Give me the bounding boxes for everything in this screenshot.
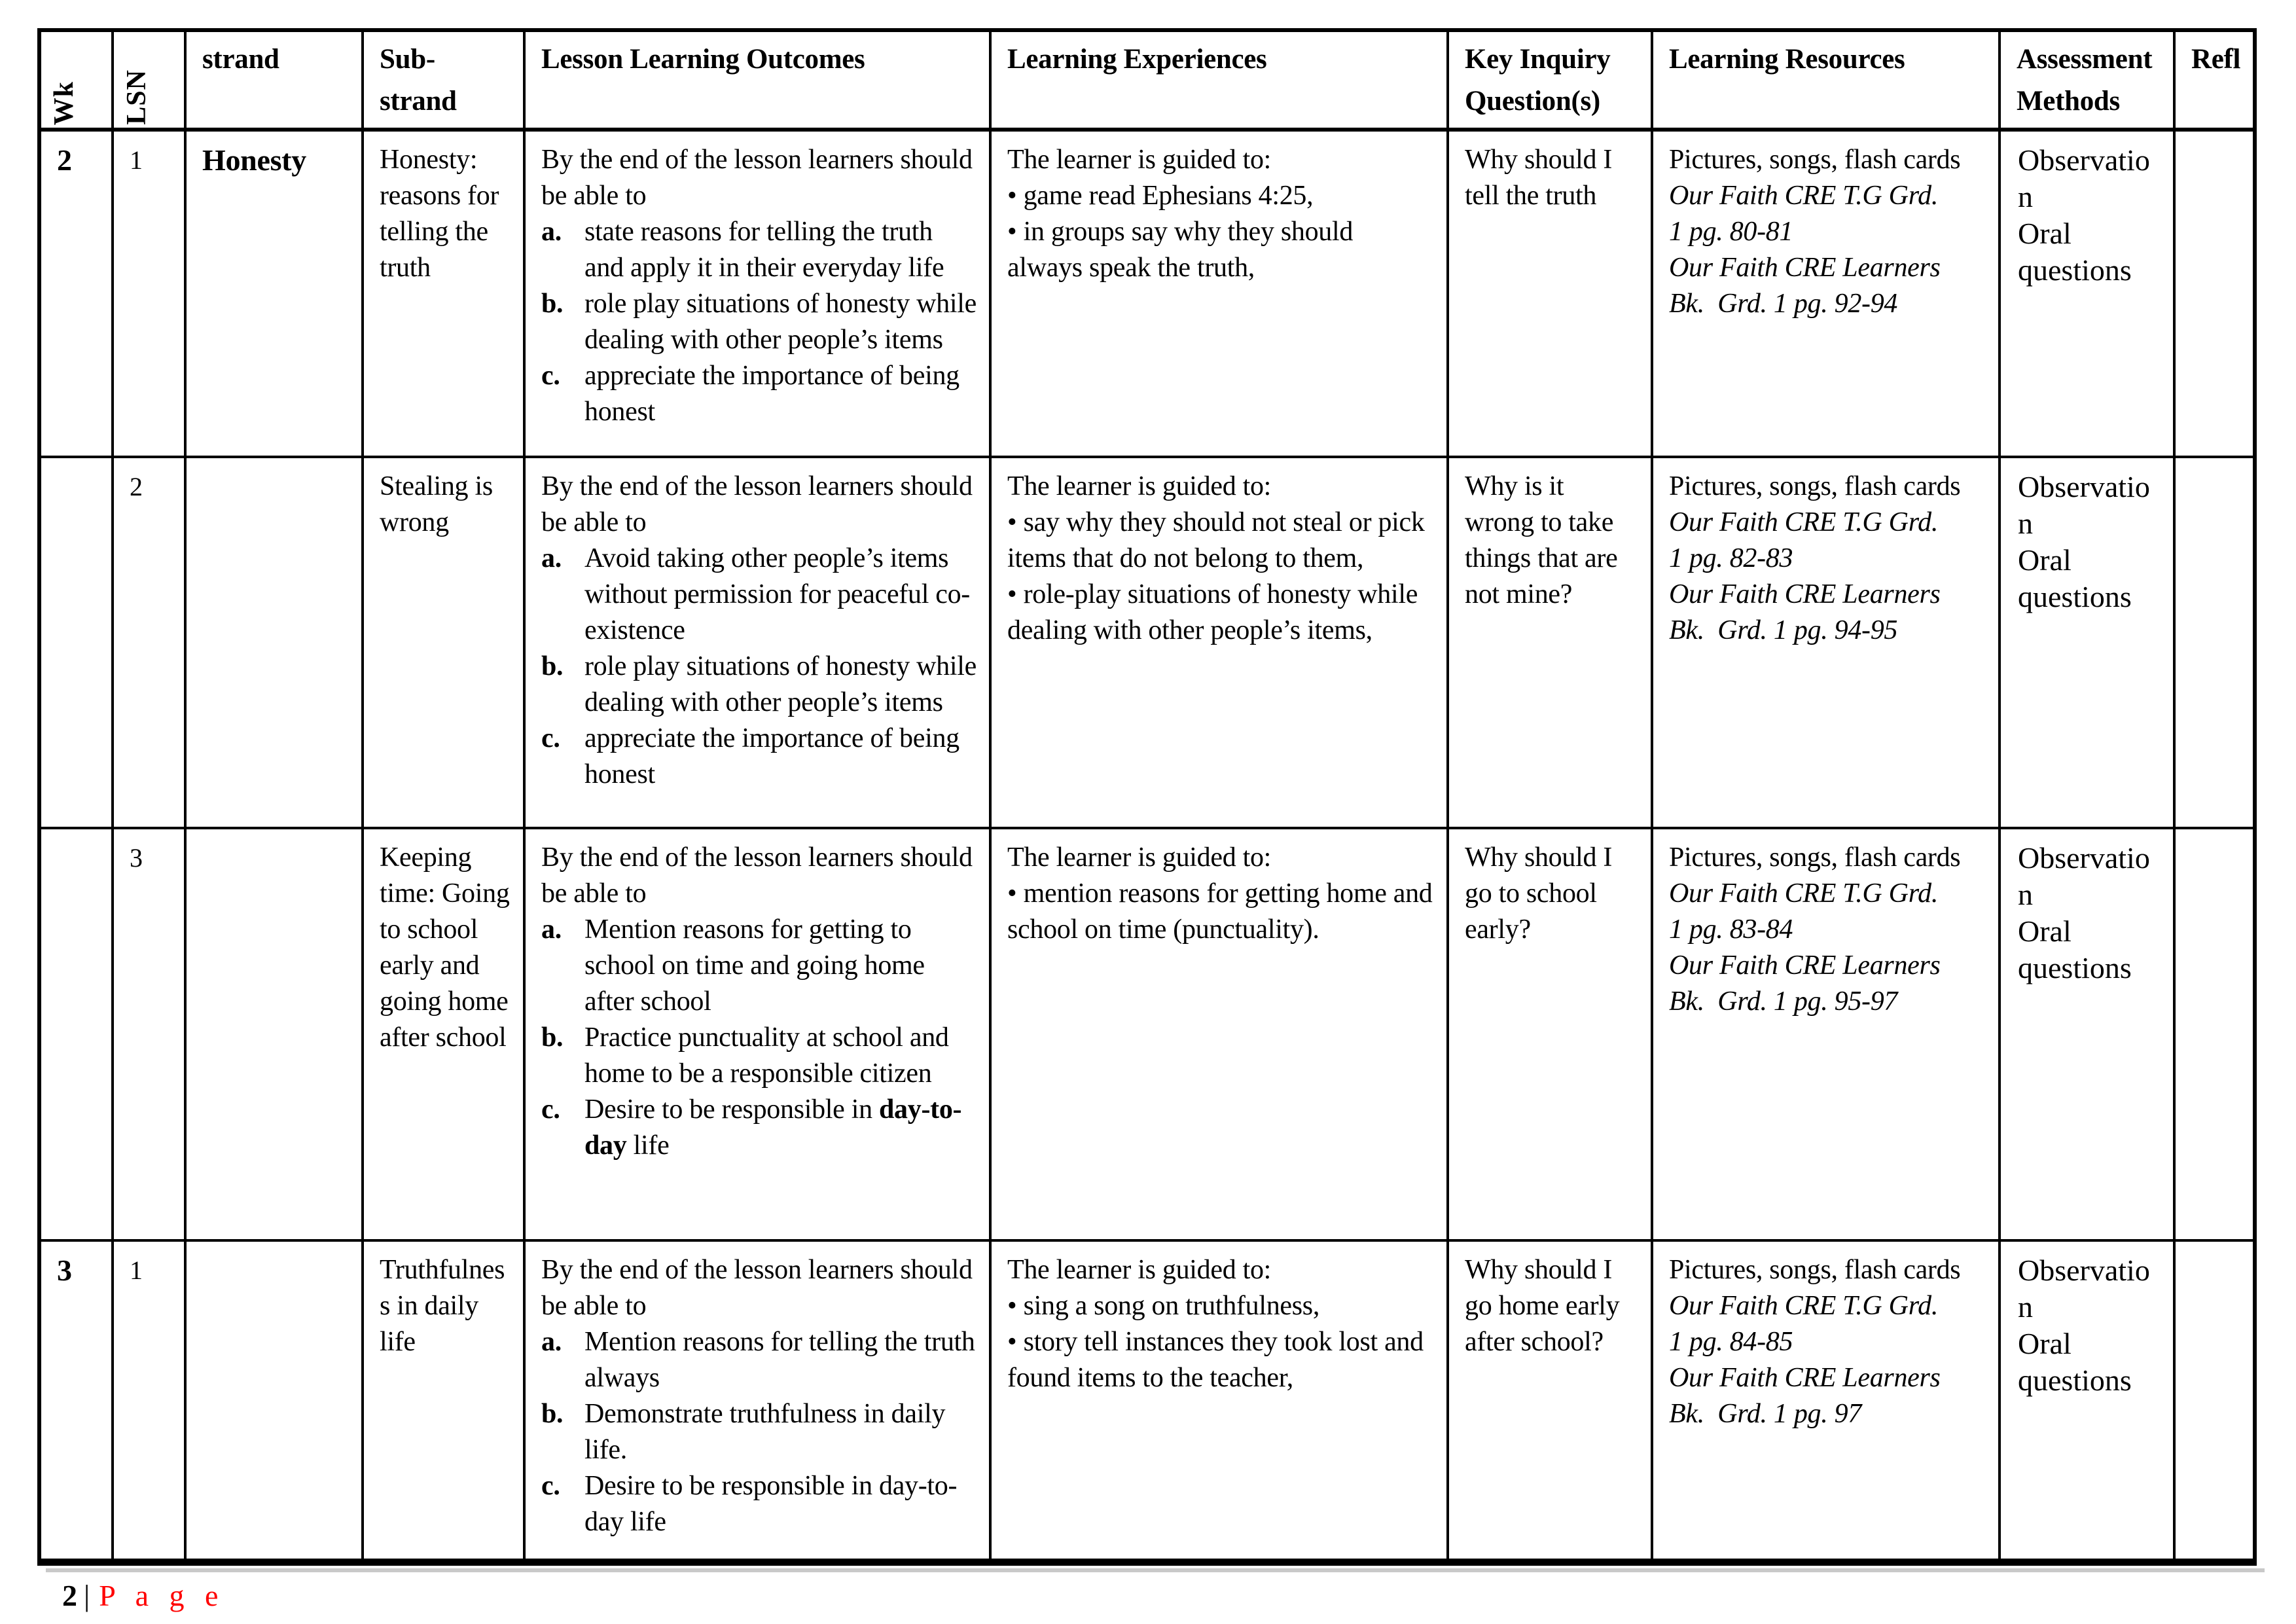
outcomes-intro: By the end of the lesson learners should be able to — [541, 842, 973, 909]
lsn-cell: 2 — [113, 457, 185, 828]
experience-item: • game read Ephesians 4:25, — [1007, 178, 1435, 214]
header-wk-label: Wk — [49, 81, 79, 125]
bold-text: day-to-day — [584, 1094, 962, 1161]
resource-line: Our Faith CRE Learners — [1669, 1363, 1941, 1393]
experiences-cell — [990, 130, 1448, 457]
table-row — [39, 130, 2255, 457]
resource-line: Bk. Grd. 1 pg. 97 — [1669, 1399, 1862, 1429]
header-sub-strand: Sub-strand — [363, 30, 524, 130]
table-row — [39, 1240, 2255, 1562]
resource-line: Our Faith CRE T.G Grd. — [1669, 878, 1939, 909]
header-wk — [39, 30, 113, 130]
resource-line: Our Faith CRE Learners — [1669, 950, 1941, 981]
refl-cell — [2174, 828, 2255, 1240]
assessment-line: Observation — [2018, 1254, 2150, 1324]
header-lsn-label: LSN — [122, 69, 152, 125]
outcomes-intro: By the end of the lesson learners should be able to — [541, 471, 973, 537]
assessment-line: Oral questions — [2018, 217, 2132, 287]
outcome-item: a. state reasons for telling the truth and apply it in their everyday life — [541, 217, 944, 283]
resources-cell — [1652, 457, 2000, 828]
assessment-line: Oral questions — [2018, 543, 2132, 613]
experiences-intro: The learner is guided to: — [1007, 1255, 1272, 1285]
resource-line: 1 pg. 84-85 — [1669, 1327, 1793, 1357]
assessment-cell — [2000, 457, 2174, 828]
resource-line: Pictures, songs, flash cards — [1669, 471, 1961, 501]
outcome-item: a. Mention reasons for telling the truth always — [541, 1327, 975, 1393]
resource-line: 1 pg. 82-83 — [1669, 543, 1793, 573]
sub-strand-cell: Keeping time: Going to school early and going home after school — [363, 828, 524, 1240]
assessment-cell — [2000, 130, 2174, 457]
inquiry-cell: Why is it wrong to take things that are not mine? — [1448, 457, 1652, 828]
resources-cell — [1652, 828, 2000, 1240]
page-footer — [62, 1578, 224, 1614]
wk-cell: 2 — [39, 130, 113, 457]
experiences-intro: The learner is guided to: — [1007, 842, 1272, 873]
inquiry-cell: Why should I go to school early? — [1448, 828, 1652, 1240]
sub-strand-cell: Stealing is wrong — [363, 457, 524, 828]
resource-line: Our Faith CRE T.G Grd. — [1669, 1291, 1939, 1321]
lsn-cell: 1 — [113, 130, 185, 457]
header-lsn — [113, 30, 185, 130]
resource-line: Bk. Grd. 1 pg. 94-95 — [1669, 615, 1898, 645]
footer-divider — [46, 1568, 2265, 1572]
outcome-item: b. Practice punctuality at school and home to be a responsible citizen — [541, 1022, 949, 1089]
strand-cell: Honesty — [185, 130, 363, 457]
resource-line: Pictures, songs, flash cards — [1669, 145, 1961, 175]
resource-line: Pictures, songs, flash cards — [1669, 842, 1961, 873]
assessment-line: Observation — [2018, 143, 2150, 213]
header-experiences: Learning Experiences — [990, 30, 1448, 130]
inquiry-cell: Why should I go home early after school? — [1448, 1240, 1652, 1562]
outcome-item: b. role play situations of honesty while dealing with other people’s items — [541, 289, 977, 355]
outcomes-intro: By the end of the lesson learners should be able to — [541, 1255, 973, 1321]
experience-item: • sing a song on truthfulness, — [1007, 1288, 1435, 1324]
sub-strand-cell: Honesty: reasons for telling the truth — [363, 130, 524, 457]
assessment-line: Observation — [2018, 841, 2150, 911]
resources-cell — [1652, 130, 2000, 457]
assessment-cell — [2000, 1240, 2174, 1562]
strand-cell — [185, 457, 363, 828]
assessment-cell — [2000, 828, 2174, 1240]
resource-line: Bk. Grd. 1 pg. 95-97 — [1669, 986, 1898, 1017]
header-strand: strand — [185, 30, 363, 130]
outcome-item: b. role play situations of honesty while dealing with other people’s items — [541, 651, 977, 717]
lsn-cell: 3 — [113, 828, 185, 1240]
table-row — [39, 828, 2255, 1240]
refl-cell — [2174, 130, 2255, 457]
resources-cell — [1652, 1240, 2000, 1562]
header-outcomes: Lesson Learning Outcomes — [524, 30, 990, 130]
experience-item: • role-play situations of honesty while dealing with other people’s items, — [1007, 577, 1435, 649]
experience-item: • story tell instances they took lost and found items to the teacher, — [1007, 1324, 1435, 1396]
footer-page-label: P a g e — [99, 1579, 225, 1612]
experience-item: • mention reasons for getting home and school on time (punctuality). — [1007, 876, 1435, 948]
outcome-item: c. Desire to be responsible in day-to-day life — [541, 1094, 962, 1161]
resource-line: 1 pg. 80-81 — [1669, 217, 1793, 247]
resource-line: Our Faith CRE Learners — [1669, 253, 1941, 283]
resource-line: Our Faith CRE Learners — [1669, 579, 1941, 609]
scheme-of-work-table — [37, 28, 2257, 1566]
resource-line: Pictures, songs, flash cards — [1669, 1255, 1961, 1285]
wk-cell — [39, 457, 113, 828]
outcomes-cell — [524, 1240, 990, 1562]
outcomes-intro: By the end of the lesson learners should be able to — [541, 145, 973, 211]
header-refl: Refl — [2174, 30, 2255, 130]
wk-cell: 3 — [39, 1240, 113, 1562]
resource-line: 1 pg. 83-84 — [1669, 914, 1793, 945]
outcome-item: c. Desire to be responsible in day-to-day life — [541, 1471, 958, 1537]
experience-item: • say why they should not steal or pick items that do not belong to them, — [1007, 505, 1435, 577]
resource-line: Our Faith CRE T.G Grd. — [1669, 181, 1939, 211]
outcomes-cell — [524, 130, 990, 457]
header-resources: Learning Resources — [1652, 30, 2000, 130]
strand-cell — [185, 1240, 363, 1562]
refl-cell — [2174, 457, 2255, 828]
experiences-intro: The learner is guided to: — [1007, 145, 1272, 175]
experiences-cell — [990, 828, 1448, 1240]
inquiry-cell: Why should I tell the truth — [1448, 130, 1652, 457]
experiences-cell — [990, 1240, 1448, 1562]
outcome-item: c. appreciate the importance of being honest — [541, 361, 960, 427]
assessment-line: Oral questions — [2018, 914, 2132, 984]
strand-cell — [185, 828, 363, 1240]
assessment-line: Observation — [2018, 470, 2150, 540]
experiences-cell — [990, 457, 1448, 828]
wk-cell — [39, 828, 113, 1240]
experience-item: • in groups say why they should always speak the truth, — [1007, 214, 1435, 286]
outcomes-cell — [524, 828, 990, 1240]
resource-line: Our Faith CRE T.G Grd. — [1669, 507, 1939, 537]
table-row — [39, 457, 2255, 828]
experiences-intro: The learner is guided to: — [1007, 471, 1272, 501]
outcome-item: c. appreciate the importance of being honest — [541, 723, 960, 789]
refl-cell — [2174, 1240, 2255, 1562]
outcomes-cell — [524, 457, 990, 828]
header-row — [39, 30, 2255, 130]
header-inquiry: Key Inquiry Question(s) — [1448, 30, 1652, 130]
sub-strand-cell: Truthfulness in daily life — [363, 1240, 524, 1562]
resource-line: Bk. Grd. 1 pg. 92-94 — [1669, 289, 1898, 319]
assessment-line: Oral questions — [2018, 1327, 2132, 1397]
outcome-item: a. Mention reasons for getting to school on time and going home after school — [541, 914, 925, 1017]
header-assessment: Assessment Methods — [2000, 30, 2174, 130]
page-number: 2 — [62, 1579, 77, 1612]
footer-separator: | — [84, 1579, 90, 1612]
lsn-cell: 1 — [113, 1240, 185, 1562]
outcome-item: a. Avoid taking other people’s items without permission for peaceful co-existence — [541, 543, 970, 645]
outcome-item: b. Demonstrate truthfulness in daily life. — [541, 1399, 946, 1465]
